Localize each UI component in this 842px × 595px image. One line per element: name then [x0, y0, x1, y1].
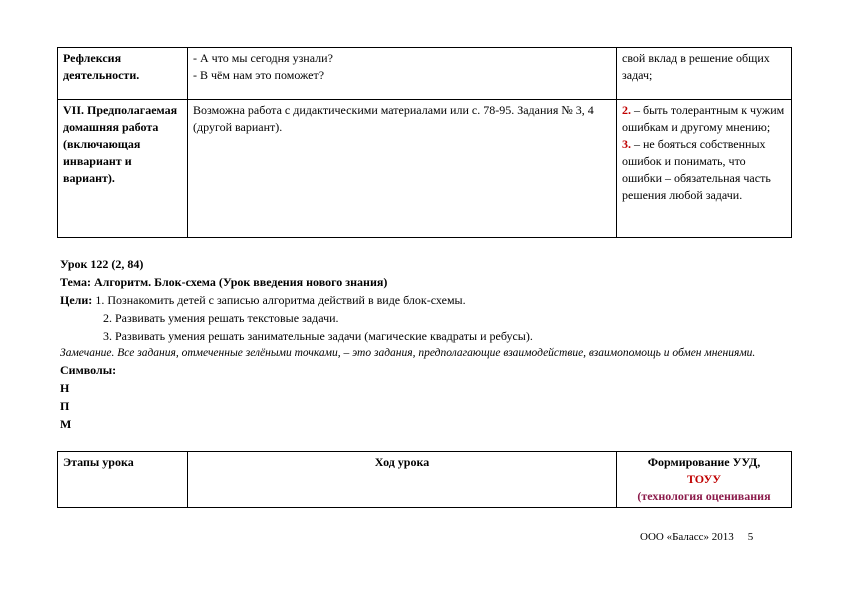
- goal-item: 1. Познакомить детей с записью алгоритма действий в виде блок-схемы.: [92, 293, 466, 307]
- uud-item: [622, 102, 786, 136]
- uud-header-label: Формирование УУД,: [647, 455, 761, 469]
- question-line: - А что мы сегодня узнали?: [193, 51, 333, 65]
- column-header-stages: Этапы урока: [58, 452, 188, 508]
- lesson-plan-table: [57, 47, 792, 238]
- uud-cell: [617, 100, 792, 238]
- table-row: [58, 100, 792, 238]
- note-text: Замечание. Все задания, отмеченные зелёными точками, – это задания, предполагающие взаимодействие, взаимопомощь и обмен мнениями.: [60, 347, 756, 359]
- goals-label: Цели:: [60, 293, 93, 307]
- question-line: - В чём нам это поможет?: [193, 68, 325, 82]
- item-number: 2.: [622, 103, 631, 117]
- tou-label: ТОУУ: [686, 472, 722, 486]
- page-number: 5: [747, 531, 754, 543]
- goal-item: 3. Развивать умения решать занимательные задачи (магические квадраты и ребусы).: [103, 329, 533, 343]
- lesson-header: [60, 255, 790, 433]
- goal-item: 2. Развивать умения решать текстовые задачи.: [103, 311, 339, 325]
- footer-company: ООО «Баласс» 2013: [640, 531, 734, 543]
- homework-cell: Возможна работа с дидактическими материалами или с. 78-95. Задания № 3, 4 (другой вариант).: [188, 100, 617, 238]
- table-header-row: [58, 452, 792, 508]
- item-text: – не бояться собственных ошибок и понимать, что ошибки – обязательная часть решения любой задачи.: [622, 137, 771, 202]
- item-text: – быть толерантным к чужим ошибкам и другому мнению;: [622, 103, 785, 134]
- goal-line: [60, 291, 790, 309]
- symbol-item: М: [60, 417, 72, 431]
- stage-cell: VII. Предполагаемая домашняя работа (включающая инвариант и вариант).: [58, 100, 188, 238]
- table-row: [58, 48, 792, 100]
- symbol-item: П: [60, 399, 70, 413]
- technology-label: (технология оценивания: [637, 489, 771, 503]
- lesson-progress-cell: [188, 48, 617, 100]
- uud-cell: свой вклад в решение общих задач;: [617, 48, 792, 100]
- page-footer: [640, 531, 753, 543]
- item-number: 3.: [622, 137, 631, 151]
- symbols-label: Символы:: [60, 363, 117, 377]
- lesson-topic: Тема: Алгоритм. Блок-схема (Урок введения нового знания): [60, 275, 388, 289]
- column-header-uud: [617, 452, 792, 508]
- lesson-stages-table: [57, 451, 792, 508]
- symbol-item: Н: [60, 381, 70, 395]
- column-header-progress: Ход урока: [188, 452, 617, 508]
- lesson-title: Урок 122 (2, 84): [60, 257, 144, 271]
- uud-item: [622, 136, 786, 204]
- stage-cell: Рефлексия деятельности.: [58, 48, 188, 100]
